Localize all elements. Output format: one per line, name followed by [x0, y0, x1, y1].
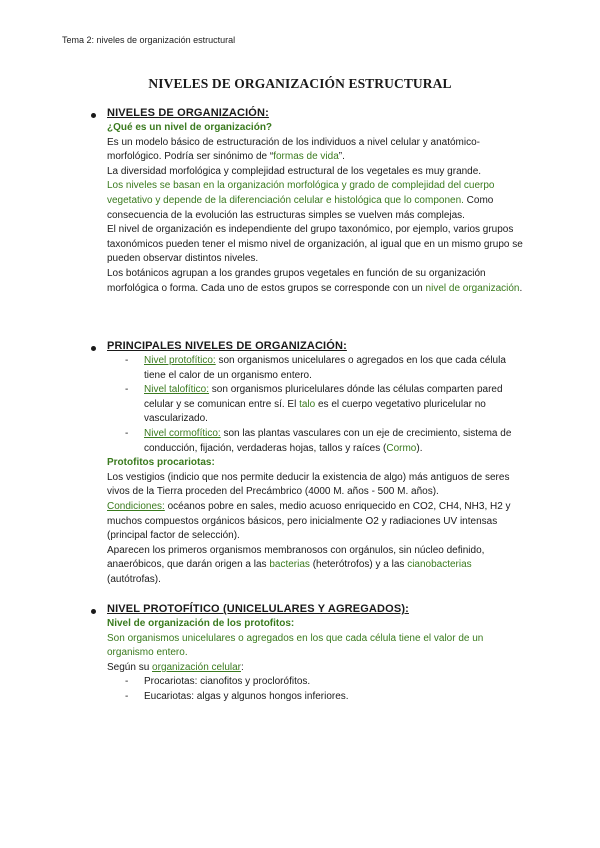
list-item: - Nivel cormofítico: son las plantas vasculares con un eje de crecimiento, sistema de conducción, fijación, verdaderas hojas, tallos y raíces (Cormo). — [125, 427, 512, 454]
question-heading: ¿Qué es un nivel de organización? — [107, 122, 273, 133]
paragraph-independiente: El nivel de organización es independiente del grupo taxonómico, por ejemplo, varios grupos taxonómicos pueden tener el mismo nivel de organización, al igual que en un mismo grupo se pueden observar distintos niveles. — [107, 224, 523, 265]
paragraph-vestigios: Los vestigios (indicio que nos permite deducir la existencia de algo) más antiguos de seres vivos de la Tierra proceden del Precámbrico (4000 M. años - 500 M. años). — [107, 471, 510, 498]
paragraph-niveles-base: Los niveles se basan en la organización morfológica y grado de complejidad del cuerpo vegetativo y depende de la diferenciación celular e histológica que lo componen. Como consecuencia de la evolución las estructuras simples se vuelven más complejas. — [107, 180, 495, 221]
section-niveles-body — [107, 121, 527, 296]
section-heading-niveles: NIVELES DE ORGANIZACIÓN: — [107, 107, 269, 119]
paragraph-diversidad: La diversidad morfológica y complejidad estructural de los vegetales es muy grande. — [107, 165, 482, 177]
section-protofitico-body — [107, 617, 527, 705]
page-header: Tema 2: niveles de organización estructural — [62, 35, 236, 45]
bullet-icon — [91, 113, 96, 118]
section-heading-principales: PRINCIPALES NIVELES DE ORGANIZACIÓN: — [107, 340, 347, 352]
paragraph-organismos: Aparecen los primeros organismos membranosos con orgánulos, sin núcleo definido, anaeróbicos, que darán origen a las bacterias (heterótrofos) y a las cianobacterias (autótrofas). — [107, 544, 485, 585]
list-item: - Nivel protofítico: son organismos unicelulares o agregados en los que cada célula tiene el calor de un organismo entero. — [125, 355, 506, 381]
paragraph-botanicos: Los botánicos agrupan a los grandes grupos vegetales en función de su organización morfológica o forma. Cada uno de estos grupos se corresponde con un nivel de organización. — [107, 267, 523, 294]
paragraph-segun: Según su organización celular: — [107, 661, 244, 673]
list-item: - Nivel talofítico: son organismos pluricelulares dónde las células comparten pared celular y se comunican entre sí. El talo es el cuerpo vegetativo pluricelular no vascularizado. — [125, 384, 503, 425]
list-item: - Eucariotas: algas y algunos hongos inferiores. — [125, 690, 349, 702]
subheading-nivel-protofitos: Nivel de organización de los protofitos: — [107, 618, 295, 629]
paragraph-condiciones: Condiciones: océanos pobre en sales, medio acuoso enriquecido en CO2, CH4, NH3, H2 y muchos compuestos orgánicos básicos, pero inicialmente O2 y radiaciones UV intensas (principal factor de selección). — [107, 500, 511, 542]
list-item: - Procariotas: cianofitos y proclorófitos. — [125, 676, 311, 688]
bullet-icon — [91, 346, 96, 351]
niveles-list — [107, 354, 527, 456]
section-heading-protofitico: NIVEL PROTOFÍTICO (UNICELULARES Y AGREGADOS): — [107, 603, 409, 615]
bullet-icon — [91, 609, 96, 614]
paragraph-unicelulares: Son organismos unicelulares o agregados en los que cada célula tiene el valor de un organismo entero. — [107, 632, 484, 659]
subheading-protofitos: Protofitos procariotas: — [107, 457, 215, 469]
paragraph-definicion: Es un modelo básico de estructuración de los individuos a nivel celular y anatómico-morfológico. Podría ser sinónimo de “formas de vida”. — [107, 136, 480, 163]
section-principales-body — [107, 354, 527, 588]
organizacion-list — [107, 675, 527, 704]
document-title: NIVELES DE ORGANIZACIÓN ESTRUCTURAL — [148, 76, 452, 91]
